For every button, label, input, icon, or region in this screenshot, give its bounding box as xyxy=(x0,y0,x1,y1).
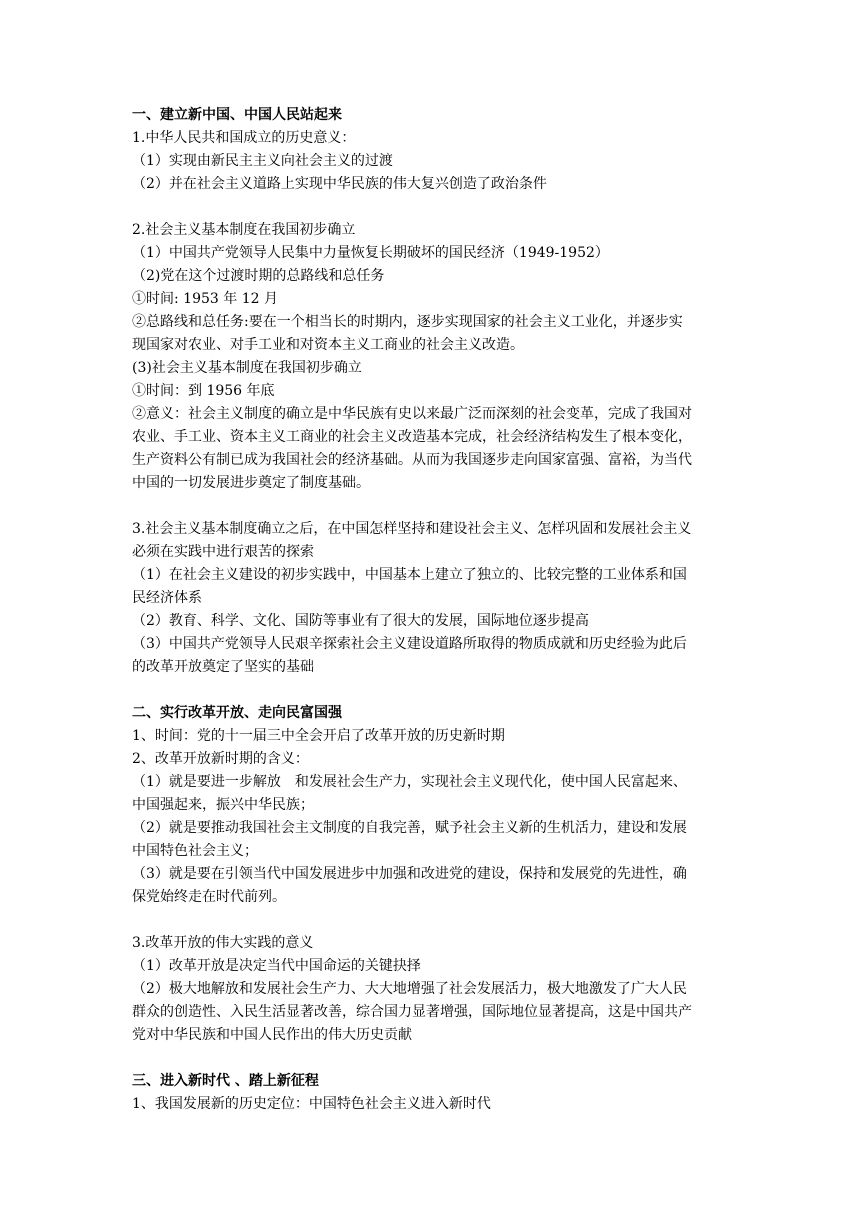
text-line: 必须在实践中进行艰苦的探索 xyxy=(132,544,314,560)
text-line: 中国特色社会主义； xyxy=(132,843,258,859)
text-line: 民经济体系 xyxy=(132,590,202,606)
text-line: 保党始终走在时代前列。 xyxy=(132,889,286,905)
text-line: (3)社会主义基本制度在我国初步确立 xyxy=(132,360,362,376)
text-line: ②意义：社会主义制度的确立是中华民族有史以来最广泛而深刻的社会变革，完成了我国对 xyxy=(132,406,692,422)
text-line: 3.改革开放的伟大实践的意义 xyxy=(132,935,314,951)
text-line: （3）就是要在引领当代中国发展进步中加强和改进党的建设，保持和发展党的先进性，确 xyxy=(132,866,687,882)
text-line: 1、时间：党的十一届三中全会开启了改革开放的历史新时期 xyxy=(132,728,505,744)
paragraph-spacer xyxy=(132,495,738,518)
document-page xyxy=(132,104,738,1116)
text-line: （2)党在这个过渡时期的总路线和总任务 xyxy=(132,268,385,284)
text-line: （1）改革开放是决定当代中国命运的关键抉择 xyxy=(132,958,421,974)
text-line: （2）极大地解放和发展社会生产力、大大地增强了社会发展活力，极大地激发了广大人民 xyxy=(132,981,687,997)
text-line: ①时间: 1953 年 12 月 xyxy=(132,291,278,307)
text-line: 现国家对农业、对手工业和对资本主义工商业的社会主义改造。 xyxy=(132,337,524,353)
text-line: 1、我国发展新的历史定位：中国特色社会主义进入新时代 xyxy=(132,1096,491,1112)
text-line: 3.社会主义基本制度确立之后，在中国怎样坚持和建设社会主义、怎样巩固和发展社会主义 xyxy=(132,521,692,537)
text-line: 1.中华人民共和国成立的历史意义： xyxy=(132,130,356,146)
paragraph-spacer xyxy=(132,679,738,702)
paragraph-spacer xyxy=(132,909,738,932)
text-line: （1）就是要进一步解放 和发展社会生产力，实现社会主义现代化，使中国人民富起来、 xyxy=(132,774,687,790)
text-line: （2）教育、科学、文化、国防等事业有了很大的发展，国际地位逐步提高 xyxy=(132,613,589,629)
text-line: 生产资料公有制已成为我国社会的经济基础。从而为我国逐步走向国家富强、富裕，为当代 xyxy=(132,452,692,468)
text-line: （1）中国共产党领导人民集中力量恢复长期破坏的国民经济（1949-1952） xyxy=(132,245,609,261)
paragraph-spacer xyxy=(132,196,738,219)
text-line: 党对中华民族和中国人民作出的伟大历史贡献 xyxy=(132,1027,412,1043)
text-line: 中国强起来，振兴中华民族； xyxy=(132,797,314,813)
text-line: 2.社会主义基本制度在我国初步确立 xyxy=(132,222,356,238)
text-line: （2）并在社会主义道路上实现中华民族的伟大复兴创造了政治条件 xyxy=(132,176,547,192)
text-line: 中国的一切发展进步奠定了制度基础。 xyxy=(132,475,370,491)
text-line: 的改革开放奠定了坚实的基础 xyxy=(132,659,314,675)
text-line: 2、改革开放新时期的含义： xyxy=(132,751,309,767)
paragraph-spacer xyxy=(132,1047,738,1070)
text-line: 农业、手工业、资本主义工商业的社会主义改造基本完成，社会经济结构发生了根本变化， xyxy=(132,429,692,445)
text-line: （2）就是要推动我国社会主文制度的自我完善，赋予社会主义新的生机活力，建设和发展 xyxy=(132,820,687,836)
text-line: ①时间：到 1956 年底 xyxy=(132,383,275,399)
section-heading: 三、进入新时代 、踏上新征程 xyxy=(132,1073,319,1089)
text-line: （1）在社会主义建设的初步实践中，中国基本上建立了独立的、比较完整的工业体系和国 xyxy=(132,567,687,583)
section-heading: 二、实行改革开放、走向民富国强 xyxy=(132,705,342,721)
text-line: 群众的创造性、入民生活显著改善，综合国力显著增强，国际地位显著提高，这是中国共产 xyxy=(132,1004,692,1020)
text-line: ②总路线和总任务:要在一个相当长的时期内，逐步实现国家的社会主义工业化，并逐步实 xyxy=(132,314,683,330)
text-line: （3）中国共产党领导人民艰辛探索社会主义建设道路所取得的物质成就和历史经验为此后 xyxy=(132,636,687,652)
text-line: （1）实现由新民主主义向社会主义的过渡 xyxy=(132,153,393,169)
section-heading: 一、建立新中国、中国人民站起来 xyxy=(132,107,342,123)
